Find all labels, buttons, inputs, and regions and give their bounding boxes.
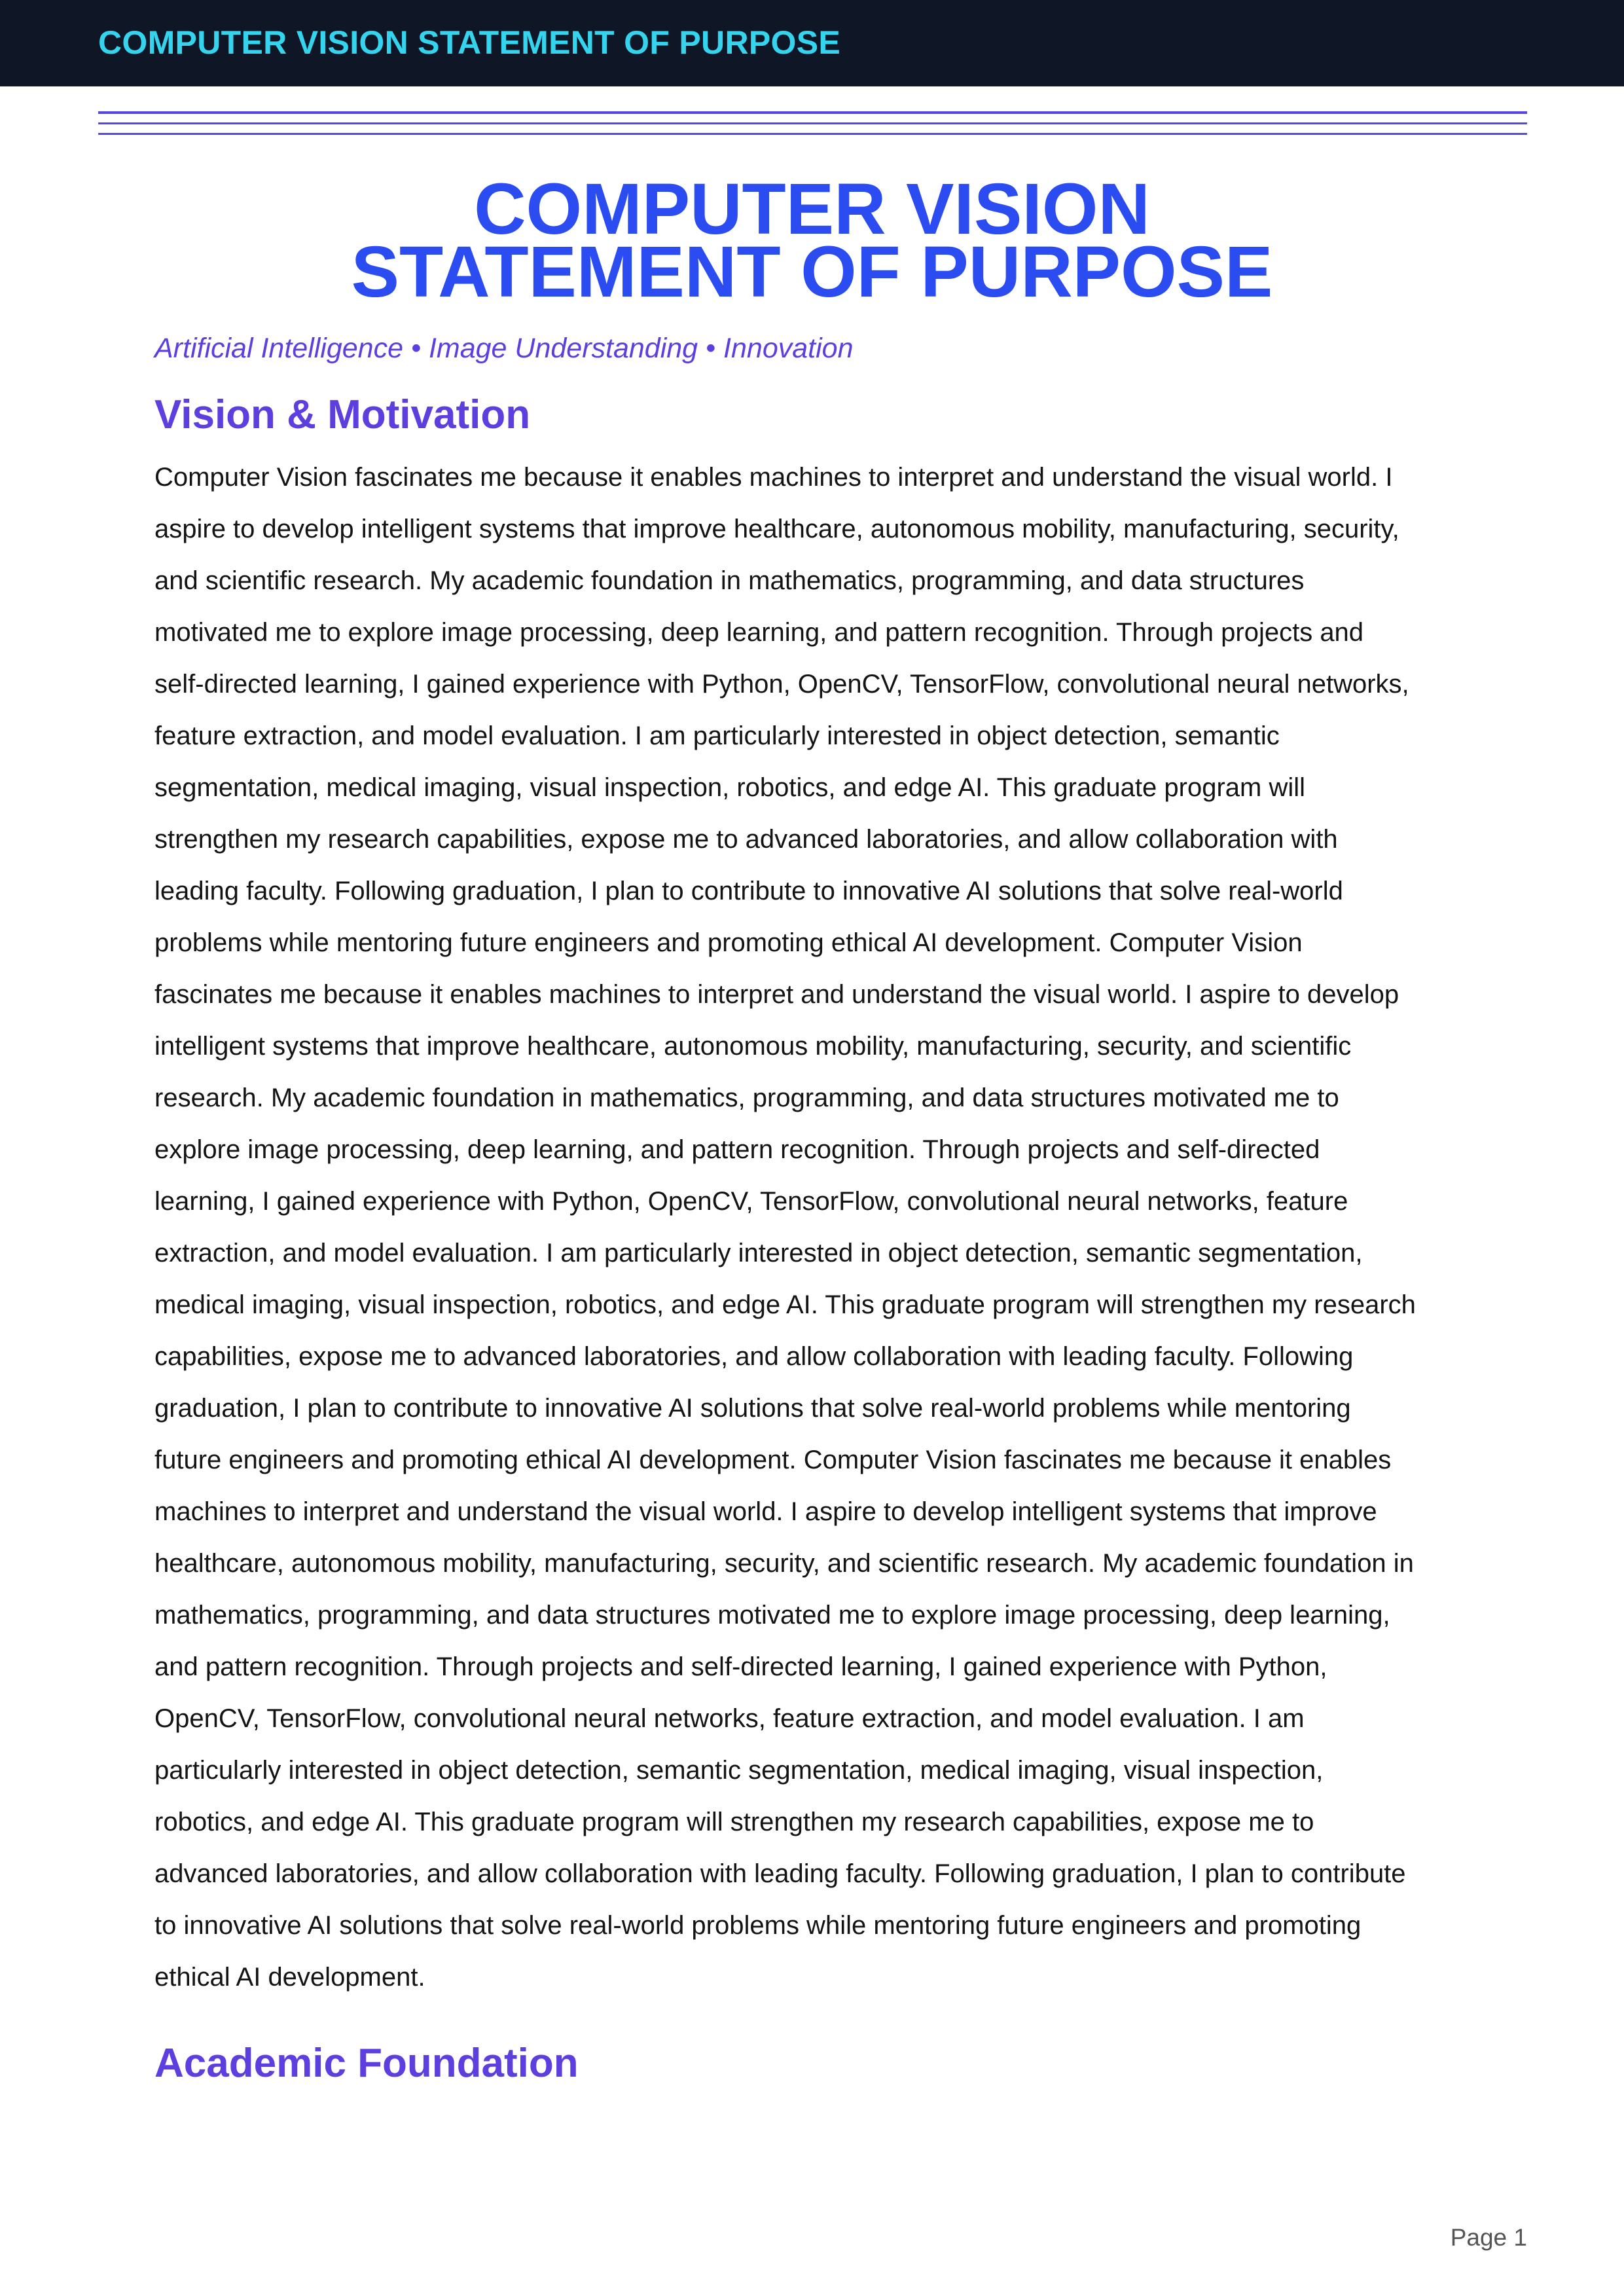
paragraph-line: research. My academic foundation in mathematics, programming, and data structures motivated me to bbox=[154, 1084, 1339, 1112]
paragraph-line: healthcare, autonomous mobility, manufacturing, security, and scientific research. My academic foundation in bbox=[154, 1549, 1414, 1578]
document-title-line-2: STATEMENT OF PURPOSE bbox=[351, 232, 1273, 312]
header-rule-top bbox=[98, 111, 1527, 114]
paragraph-line: machines to interpret and understand the visual world. I aspire to develop intelligent systems that improve bbox=[154, 1497, 1377, 1526]
paragraph-line: explore image processing, deep learning, and pattern recognition. Through projects and self-directed bbox=[154, 1135, 1320, 1164]
paragraph-line: medical imaging, visual inspection, robotics, and edge AI. This graduate program will strengthen my research bbox=[154, 1290, 1416, 1319]
section-heading-academic-foundation: Academic Foundation bbox=[154, 2041, 579, 2086]
document-tagline: Artificial Intelligence • Image Understanding • Innovation bbox=[154, 333, 854, 364]
paragraph-line: motivated me to explore image processing, deep learning, and pattern recognition. Through projects and bbox=[154, 618, 1364, 647]
paragraph-line: segmentation, medical imaging, visual inspection, robotics, and edge AI. This graduate program will bbox=[154, 773, 1305, 802]
paragraph-line: fascinates me because it enables machines to interpret and understand the visual world. I aspire to develop bbox=[154, 980, 1399, 1009]
paragraph-line: OpenCV, TensorFlow, convolutional neural networks, feature extraction, and model evaluation. I am bbox=[154, 1704, 1305, 1733]
document-title bbox=[0, 169, 1624, 312]
paragraph-line: capabilities, expose me to advanced laboratories, and allow collaboration with leading faculty. Following bbox=[154, 1342, 1354, 1371]
paragraph-line: ethical AI development. bbox=[154, 1963, 425, 1992]
paragraph-line: graduation, I plan to contribute to innovative AI solutions that solve real-world problems while mentoring bbox=[154, 1394, 1351, 1423]
paragraph-line: Computer Vision fascinates me because it enables machines to interpret and understand the visual world. I bbox=[154, 463, 1393, 492]
header-bar bbox=[0, 0, 1624, 86]
header-bar-title: COMPUTER VISION STATEMENT OF PURPOSE bbox=[98, 24, 841, 61]
paragraph-line: aspire to develop intelligent systems that improve healthcare, autonomous mobility, manufacturing, security, bbox=[154, 515, 1399, 543]
section-body-vision-motivation bbox=[154, 452, 1477, 2003]
document-title-line-1: COMPUTER VISION bbox=[474, 169, 1150, 249]
paragraph-line: intelligent systems that improve healthcare, autonomous mobility, manufacturing, security, and scientific bbox=[154, 1032, 1352, 1061]
paragraph-line: feature extraction, and model evaluation. I am particularly interested in object detection, semantic bbox=[154, 721, 1280, 750]
page-number: Page 1 bbox=[1450, 2224, 1527, 2251]
paragraph-line: robotics, and edge AI. This graduate program will strengthen my research capabilities, expose me to bbox=[154, 1808, 1314, 1836]
paragraph-line: problems while mentoring future engineers and promoting ethical AI development. Computer Vision bbox=[154, 928, 1303, 957]
paragraph-line: leading faculty. Following graduation, I plan to contribute to innovative AI solutions that solve real-world bbox=[154, 877, 1343, 905]
paragraph-line: to innovative AI solutions that solve real-world problems while mentoring future engineers and promoting bbox=[154, 1911, 1362, 1940]
paragraph-line: extraction, and model evaluation. I am particularly interested in object detection, semantic segmentation, bbox=[154, 1239, 1363, 1267]
paragraph-line: future engineers and promoting ethical AI development. Computer Vision fascinates me because it enables bbox=[154, 1446, 1392, 1474]
paragraph-line: mathematics, programming, and data structures motivated me to explore image processing, deep learning, bbox=[154, 1601, 1390, 1630]
paragraph-line: strengthen my research capabilities, expose me to advanced laboratories, and allow collaboration with bbox=[154, 825, 1338, 854]
paragraph-line: and scientific research. My academic foundation in mathematics, programming, and data structures bbox=[154, 566, 1305, 595]
paragraph-line: advanced laboratories, and allow collaboration with leading faculty. Following graduation, I plan to contribute bbox=[154, 1859, 1406, 1888]
paragraph-line: learning, I gained experience with Python, OpenCV, TensorFlow, convolutional neural networks, feature bbox=[154, 1187, 1348, 1216]
section-heading-vision-motivation: Vision & Motivation bbox=[154, 392, 531, 437]
header-rule-bottom bbox=[98, 133, 1527, 135]
paragraph-line: particularly interested in object detection, semantic segmentation, medical imaging, visual inspection, bbox=[154, 1756, 1324, 1785]
header-rule-middle bbox=[98, 122, 1527, 124]
paragraph-line: self-directed learning, I gained experience with Python, OpenCV, TensorFlow, convolutional neural networks, bbox=[154, 670, 1409, 699]
paragraph-line: and pattern recognition. Through projects and self-directed learning, I gained experience with Python, bbox=[154, 1652, 1327, 1681]
